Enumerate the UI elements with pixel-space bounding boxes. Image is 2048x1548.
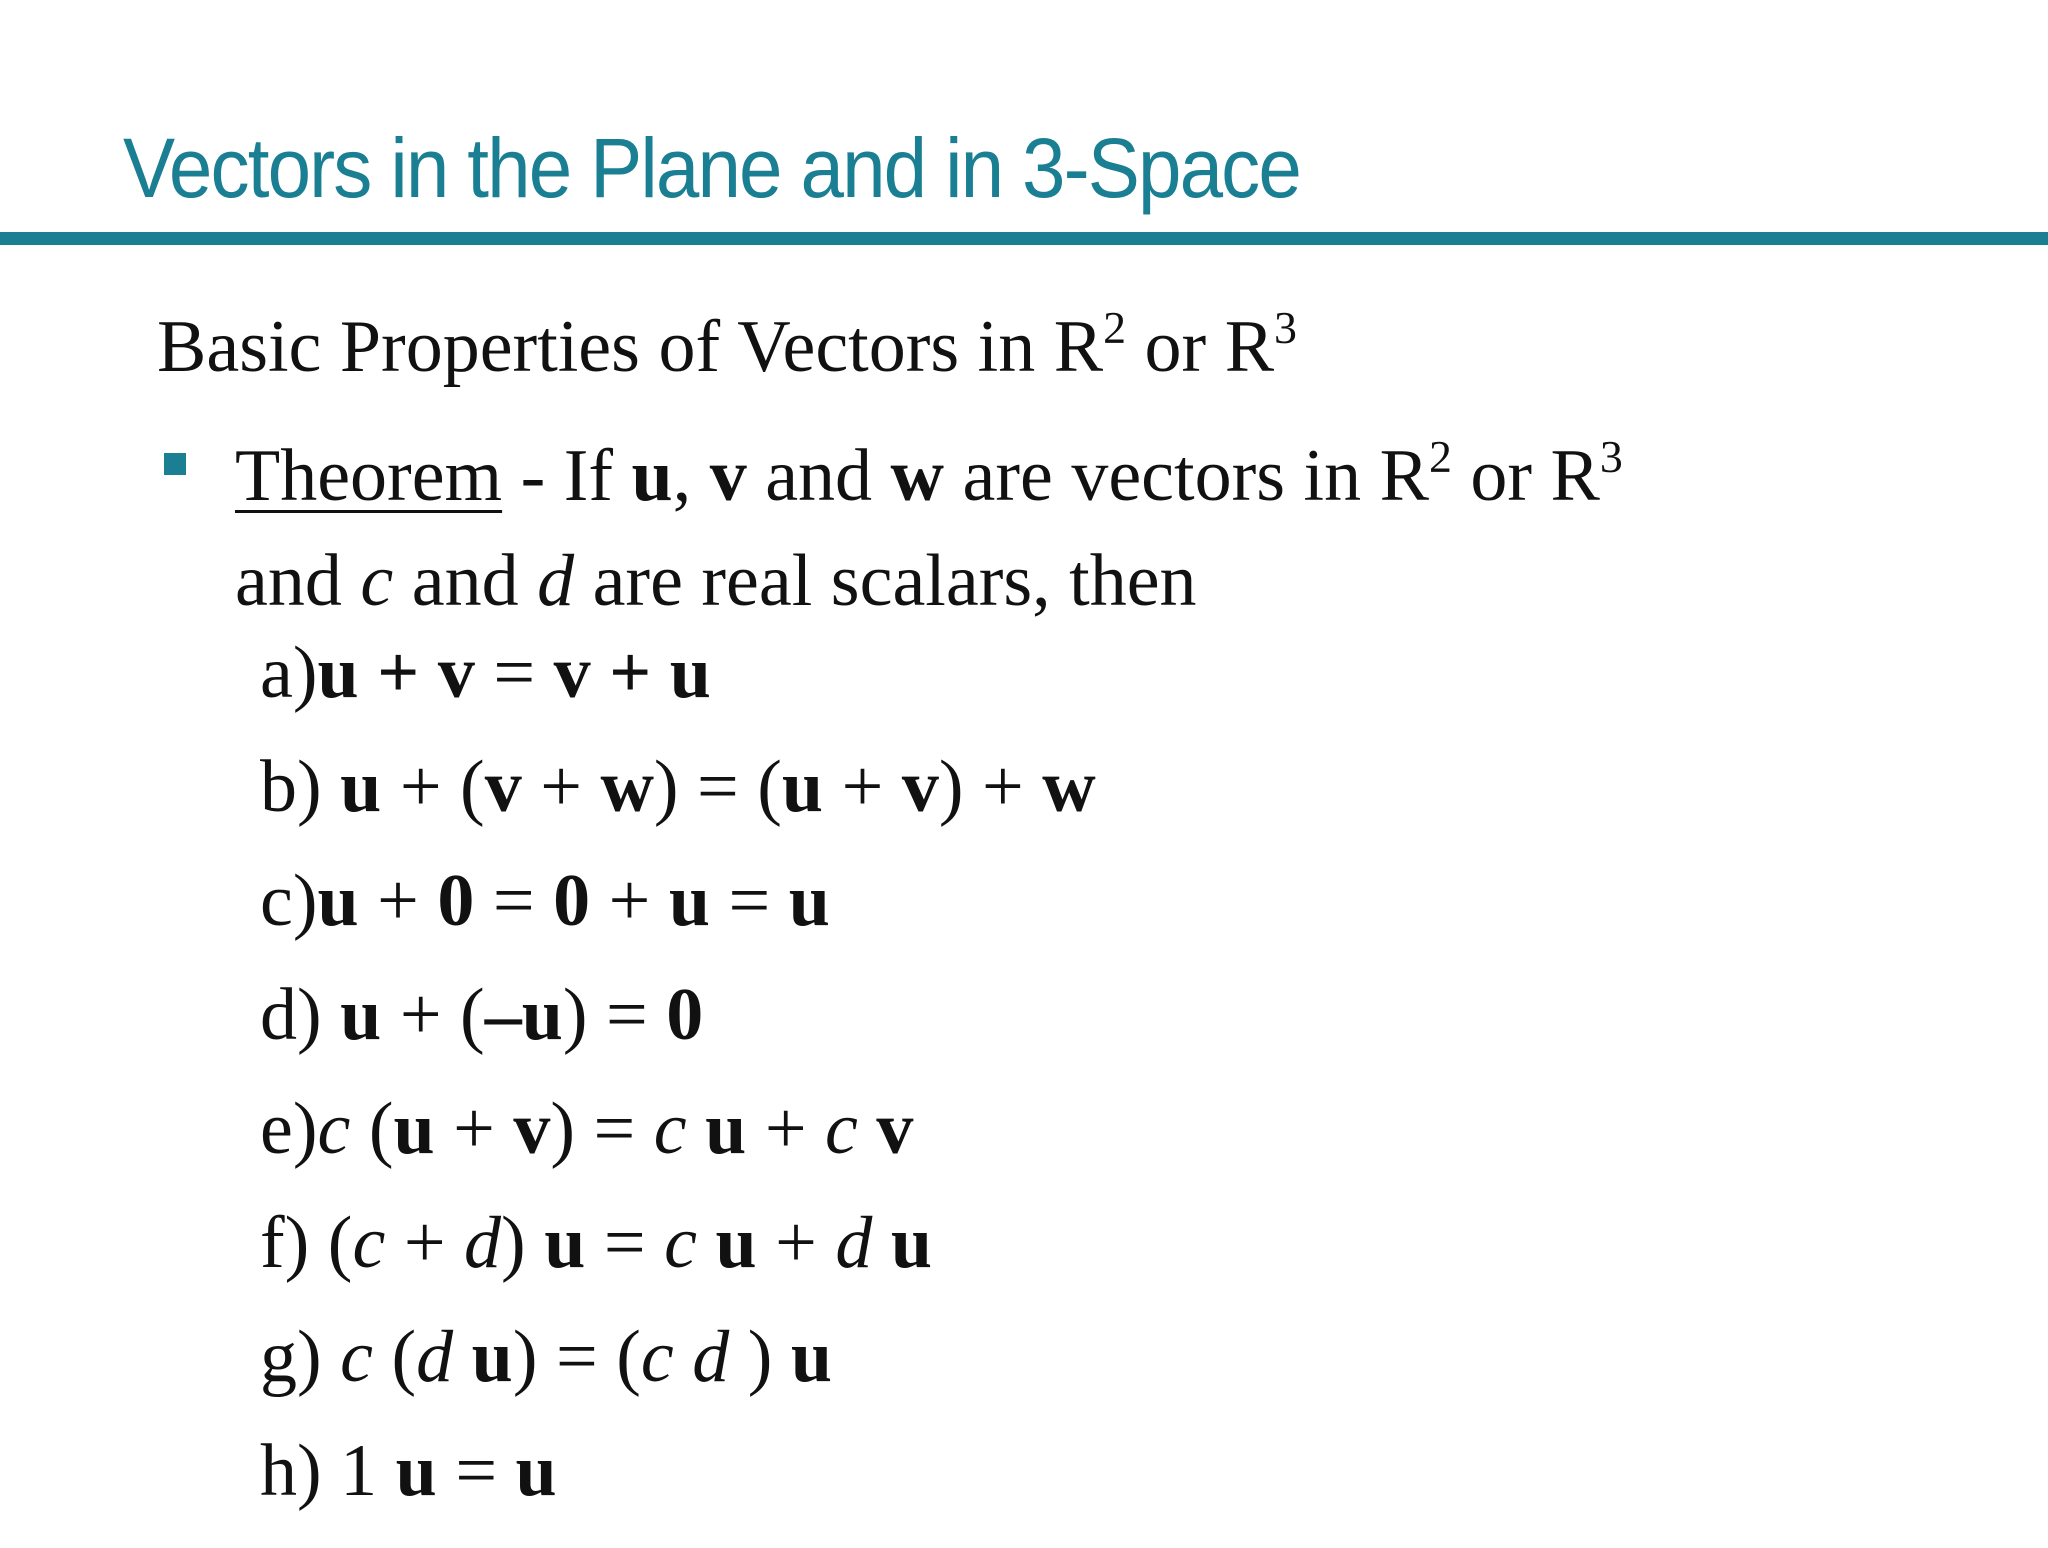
superscript: 2 xyxy=(1103,301,1127,353)
math-op xyxy=(697,1202,716,1284)
math-op: ) + xyxy=(938,746,1043,828)
subheading xyxy=(157,301,1297,388)
math-italic: c xyxy=(352,1202,386,1284)
math-op: = xyxy=(710,860,789,942)
property-list xyxy=(260,632,1096,1548)
math-op: = xyxy=(436,1430,516,1512)
math-bold: u xyxy=(515,1430,557,1512)
math-op: = xyxy=(474,860,554,942)
subheading-text: Basic Properties of Vectors in R xyxy=(157,306,1104,388)
property-label: f) xyxy=(260,1202,328,1284)
property-label: a) xyxy=(260,632,318,714)
subheading-mid: or R xyxy=(1126,306,1275,388)
math-bold: u xyxy=(393,1088,435,1170)
math-bold: u xyxy=(790,1316,833,1398)
property-f xyxy=(260,1202,1096,1320)
math-italic: d xyxy=(692,1316,730,1398)
superscript: 3 xyxy=(1274,301,1297,353)
math-bold: u xyxy=(544,1202,586,1284)
math-op: + ( xyxy=(381,974,485,1056)
math-op: + xyxy=(358,860,438,942)
math-bold: u xyxy=(340,974,382,1056)
math-op: 1 xyxy=(340,1430,396,1512)
math-italic: c xyxy=(825,1088,858,1170)
property-h xyxy=(260,1430,1096,1548)
math-italic: c xyxy=(317,1088,351,1170)
math-italic: d xyxy=(464,1202,502,1284)
math-bold: u xyxy=(668,860,711,942)
math-bold: u xyxy=(715,1202,757,1284)
math-op: ) = xyxy=(562,974,667,1056)
math-bold: u xyxy=(471,1316,513,1398)
scalar-d: d xyxy=(537,540,575,622)
math-italic: c xyxy=(340,1316,374,1398)
theorem-label: Theorem xyxy=(235,435,503,517)
math-op: ( xyxy=(327,1202,353,1284)
math-bold: u + v xyxy=(317,632,475,714)
math-op: + ( xyxy=(381,746,485,828)
property-label: g) xyxy=(260,1316,341,1398)
math-op: ) xyxy=(501,1202,545,1284)
math-op xyxy=(687,1088,706,1170)
vector-u: u xyxy=(631,435,673,517)
math-bold: u xyxy=(317,860,359,942)
math-bold: u xyxy=(705,1088,747,1170)
superscript: 3 xyxy=(1599,430,1623,482)
math-op xyxy=(858,1088,877,1170)
math-op: + xyxy=(746,1088,826,1170)
property-label: d) xyxy=(260,974,341,1056)
vector-w: w xyxy=(890,435,944,517)
math-op: = xyxy=(474,632,554,714)
math-op: + xyxy=(823,746,902,828)
math-op: ) = ( xyxy=(653,746,782,828)
text-run: are real scalars, then xyxy=(574,540,1197,622)
math-bold: v xyxy=(876,1088,914,1170)
property-a xyxy=(260,632,1096,750)
math-italic: d xyxy=(835,1202,873,1284)
math-op xyxy=(872,1202,891,1284)
theorem-statement xyxy=(235,428,1623,629)
math-bold: u xyxy=(781,746,824,828)
scalar-c: c xyxy=(360,540,394,622)
math-op: ) = xyxy=(550,1088,654,1170)
math-bold: u xyxy=(340,746,382,828)
math-bold: u xyxy=(788,860,830,942)
math-op xyxy=(674,1316,693,1398)
theorem-line-1 xyxy=(235,428,1623,533)
math-op: ) = ( xyxy=(512,1316,641,1398)
text-run: , xyxy=(672,435,710,517)
math-op: = xyxy=(585,1202,665,1284)
text-run: are vectors in R xyxy=(944,435,1429,517)
property-label: b) xyxy=(260,746,341,828)
property-label: c) xyxy=(260,860,318,942)
bullet-square-icon xyxy=(164,453,186,475)
math-bold: 0 xyxy=(437,860,475,942)
math-bold: u xyxy=(395,1430,437,1512)
math-italic: d xyxy=(416,1316,454,1398)
text-run: and xyxy=(393,540,538,622)
math-op: + xyxy=(434,1088,514,1170)
math-bold: v xyxy=(484,746,522,828)
property-d xyxy=(260,974,1096,1092)
theorem-line-2 xyxy=(235,533,1623,629)
text-run: and xyxy=(746,435,891,517)
property-c xyxy=(260,860,1096,978)
property-e xyxy=(260,1088,1096,1206)
math-bold: w xyxy=(1042,746,1096,828)
math-italic: c xyxy=(664,1202,697,1284)
math-bold: w xyxy=(600,746,654,828)
math-bold: v + u xyxy=(553,632,711,714)
math-bold: v xyxy=(513,1088,551,1170)
text-run: - If xyxy=(502,435,632,517)
math-bold: 0 xyxy=(666,974,704,1056)
math-op: + xyxy=(590,860,669,942)
property-g xyxy=(260,1316,1096,1434)
math-op: + xyxy=(756,1202,836,1284)
math-italic: c xyxy=(640,1316,674,1398)
math-bold: u xyxy=(890,1202,932,1284)
slide-title: Vectors in the Plane and in 3-Space xyxy=(123,121,1300,215)
math-op: + xyxy=(521,746,601,828)
math-italic: c xyxy=(653,1088,687,1170)
title-divider xyxy=(0,232,2048,245)
text-run: or R xyxy=(1451,435,1600,517)
math-op: ( xyxy=(373,1316,417,1398)
math-op xyxy=(453,1316,472,1398)
property-label: h) xyxy=(260,1430,341,1512)
math-op: ( xyxy=(350,1088,394,1170)
math-op: ) xyxy=(729,1316,791,1398)
vector-v: v xyxy=(709,435,747,517)
text-run: and xyxy=(235,540,361,622)
property-label: e) xyxy=(260,1088,318,1170)
math-bold: v xyxy=(901,746,939,828)
math-bold: 0 xyxy=(553,860,591,942)
math-bold: –u xyxy=(484,974,563,1056)
property-b xyxy=(260,746,1096,864)
superscript: 2 xyxy=(1428,430,1452,482)
math-op: + xyxy=(385,1202,465,1284)
